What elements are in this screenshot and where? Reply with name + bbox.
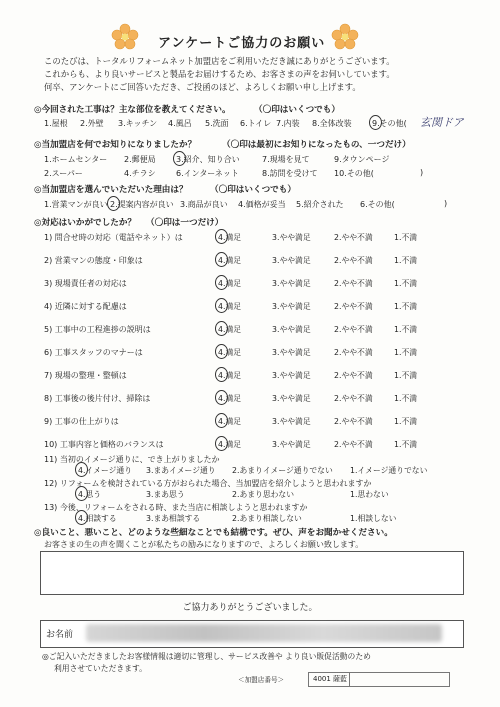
rating-option[interactable]: 2.やや不満 <box>334 417 373 426</box>
rating-option[interactable]: 2.やや不満 <box>334 325 373 334</box>
answer-circle <box>107 196 120 211</box>
rating-option[interactable]: 2.やや不満 <box>334 279 373 288</box>
q2-option[interactable]: 8.訪問を受けて <box>262 169 318 178</box>
q12-option[interactable]: 2.あまり思わない <box>232 490 295 499</box>
q2-option[interactable]: 2.スーパー <box>44 169 83 178</box>
answer-circle <box>215 275 228 290</box>
flower-left-icon <box>110 22 140 52</box>
footer-line-2: 利用させていただきます。 <box>54 664 147 673</box>
q1-handwritten-answer: 玄関ドア <box>420 116 464 129</box>
q1-option[interactable]: 7.内装 <box>276 119 300 128</box>
q1-label: ◎今回された工事は？主な部位を教えてください。 <box>34 105 231 115</box>
rating-option[interactable]: 3.やや満足 <box>272 371 311 380</box>
q3-option[interactable]: 5.紹介された <box>296 200 344 209</box>
rating-option[interactable]: 3.やや満足 <box>272 440 311 449</box>
rating-option[interactable]: 4.満足 <box>218 394 242 403</box>
answer-circle <box>215 413 228 428</box>
q12-option[interactable]: 1.思わない <box>350 490 389 499</box>
rating-option[interactable]: 2.やや不満 <box>334 371 373 380</box>
q2-label: ◎当加盟店を何でお知りになりましたか？ <box>34 140 197 150</box>
rating-row-label: 8) 工事後の後片付け、掃除は <box>44 394 151 403</box>
q11-label: 11) 当初のイメージ通りに、でき上がりましたか <box>44 455 220 464</box>
q11-option[interactable]: 2.あまりイメージ通りでない <box>232 466 333 475</box>
answer-circle <box>173 151 186 166</box>
rating-option[interactable]: 1.不満 <box>394 417 418 426</box>
rating-option[interactable]: 1.不満 <box>394 279 418 288</box>
answer-circle <box>215 298 228 313</box>
rating-option[interactable]: 1.不満 <box>394 325 418 334</box>
rating-row-label: 7) 現場の整理・整頓は <box>44 371 127 380</box>
name-label: お名前 <box>46 630 74 640</box>
rating-option[interactable]: 3.やや満足 <box>272 302 311 311</box>
q1-option[interactable]: 5.洗面 <box>205 119 229 128</box>
rating-row-label: 10) 工事内容と価格のバランスは <box>44 440 164 449</box>
answer-circle <box>215 436 228 451</box>
q11-option[interactable]: 4.イメージ通り <box>78 466 132 475</box>
answer-circle <box>215 252 228 267</box>
thanks-text: ご協力ありがとうございました。 <box>182 603 318 613</box>
q1-option[interactable]: 2.外壁 <box>80 119 104 128</box>
q3-option[interactable]: 1.営業マンが良い <box>44 200 108 209</box>
rating-row-label: 1) 問合せ時の対応（電話やネット）は <box>44 233 183 242</box>
shop-number-label: ＜加盟店番号＞ <box>238 676 285 684</box>
answer-circle <box>215 390 228 405</box>
q1-option[interactable]: 1.屋根 <box>44 119 68 128</box>
rating-option[interactable]: 4.満足 <box>218 279 242 288</box>
q12-option[interactable]: 4.思う <box>78 490 102 499</box>
q4-label: ◎対応はいかがでしたか？ <box>34 218 137 228</box>
rating-option[interactable]: 3.やや満足 <box>272 348 311 357</box>
answer-circle <box>75 462 88 477</box>
intro-line-1: このたびは、トータルリフォームネット加盟店をご利用いただき誠にありがとうございます。 <box>44 56 395 66</box>
rating-option[interactable]: 4.満足 <box>218 233 242 242</box>
q3-label: ◎当加盟店を選んでいただいた理由は？ <box>34 185 188 195</box>
q2-option-close: ) <box>420 168 424 177</box>
q2-option[interactable]: 7.現場を見て <box>262 155 310 164</box>
rating-option[interactable]: 3.やや満足 <box>272 256 311 265</box>
q2-option[interactable]: 9.タウンページ <box>334 155 390 164</box>
q1-option[interactable]: 6.トイレ <box>240 119 272 128</box>
q13-option[interactable]: 4.相談する <box>78 514 117 523</box>
answer-circle <box>215 229 228 244</box>
q13-option[interactable]: 1.相談しない <box>350 514 397 523</box>
rating-row-label: 2) 営業マンの態度・印象は <box>44 256 143 265</box>
rating-row-label: 9) 工事の仕上がりは <box>44 417 119 426</box>
answer-circle <box>75 486 88 501</box>
q3-option[interactable]: 6.その他( <box>360 200 395 209</box>
rating-option[interactable]: 1.不満 <box>394 302 418 311</box>
q3-option[interactable]: 3.商品が良い <box>180 200 228 209</box>
q2-option[interactable]: 3.紹介、知り合い <box>176 155 240 164</box>
q3-option[interactable]: 4.価格が妥当 <box>238 200 286 209</box>
q2-note: （〇印は最初にお知りになったもの、一つだけ） <box>222 140 411 150</box>
q2-option[interactable]: 1.ホームセンター <box>44 155 108 164</box>
shop-number-value: 4001 薩藍 <box>313 675 348 683</box>
rating-option[interactable]: 2.やや不満 <box>334 348 373 357</box>
rating-option[interactable]: 2.やや不満 <box>334 440 373 449</box>
rating-option[interactable]: 4.満足 <box>218 371 242 380</box>
rating-option[interactable]: 4.満足 <box>218 417 242 426</box>
page-title: アンケートご協力のお願い <box>158 36 326 51</box>
rating-option[interactable]: 1.不満 <box>394 440 418 449</box>
q1-option[interactable]: 9.その他( <box>372 119 407 128</box>
q1-option[interactable]: 4.風呂 <box>168 119 192 128</box>
intro-line-2: これからも、より良いサービスと製品をお届けするため、お客さまの声をお伺いしています。 <box>44 69 395 79</box>
rating-option[interactable]: 2.やや不満 <box>334 256 373 265</box>
q13-option[interactable]: 3.まあ相談する <box>146 514 201 523</box>
q13-label: 13) 今後、リフォームをされる時、また当店に相談しようと思われますか <box>44 503 308 512</box>
q2-option[interactable]: 4.チラシ <box>124 169 156 178</box>
q2-option[interactable]: 10.その他( <box>334 169 374 178</box>
rating-option[interactable]: 1.不満 <box>394 256 418 265</box>
q1-option[interactable]: 8.全体改装 <box>312 119 352 128</box>
rating-row-label: 3) 現場責任者の対応は <box>44 279 127 288</box>
answer-circle <box>75 510 88 525</box>
rating-option[interactable]: 3.やや満足 <box>272 279 311 288</box>
q12-label: 12) リフォームを検討されている方がおられた場合、当加盟店を紹介しようと思われますか <box>44 479 372 488</box>
q5-label: ◎良いこと、悪いこと、どのような些細なことでも結構です。ぜひ、声をお聞かせください。 <box>34 528 393 538</box>
q5-label-2: お客さまの生の声を聞くことが私たちの励みになりますので、よろしくお願い致します。 <box>44 540 364 549</box>
rating-option[interactable]: 4.満足 <box>218 440 242 449</box>
rating-option[interactable]: 4.満足 <box>218 256 242 265</box>
q11-option[interactable]: 1.イメージ通りでない <box>350 466 428 475</box>
comment-box[interactable] <box>40 551 464 595</box>
q13-option[interactable]: 2.あまり相談しない <box>232 514 302 523</box>
q1-option[interactable]: 3.キッチン <box>118 119 158 128</box>
rating-option[interactable]: 3.やや満足 <box>272 417 311 426</box>
shop-number-box <box>308 672 450 687</box>
redacted-name <box>86 624 442 642</box>
q3-option[interactable]: 2.提案内容が良い <box>110 200 174 209</box>
q11-option[interactable]: 3.まあイメージ通り <box>146 466 216 475</box>
rating-option[interactable]: 3.やや満足 <box>272 394 311 403</box>
q12-option[interactable]: 3.まあ思う <box>146 490 185 499</box>
rating-option[interactable]: 3.やや満足 <box>272 233 311 242</box>
rating-option[interactable]: 1.不満 <box>394 348 418 357</box>
footer-line-1: ◎ご記入いただきましたお客様情報は適切に管理し、サービス改善や より良い販促活動のため <box>42 652 371 661</box>
q3-option-close: ) <box>444 199 448 208</box>
answer-circle <box>369 115 382 130</box>
rating-option[interactable]: 2.やや不満 <box>334 233 373 242</box>
rating-option[interactable]: 1.不満 <box>394 233 418 242</box>
answer-circle <box>215 367 228 382</box>
rating-option[interactable]: 4.満足 <box>218 325 242 334</box>
q1-note: （〇印はいくつでも） <box>254 105 340 115</box>
rating-option[interactable]: 1.不満 <box>394 394 418 403</box>
rating-row-label: 5) 工事中の工程進捗の説明は <box>44 325 151 334</box>
answer-circle <box>215 344 228 359</box>
rating-option[interactable]: 4.満足 <box>218 302 242 311</box>
flower-right-icon <box>330 22 360 52</box>
rating-option[interactable]: 2.やや不満 <box>334 394 373 403</box>
q3-note: （〇印はいくつでも） <box>210 185 296 195</box>
intro-line-3: 何卒、アンケートにご回答いただき、ご投函のほど、よろしくお願い申し上げます。 <box>44 82 361 92</box>
answer-circle <box>215 321 228 336</box>
rating-option[interactable]: 3.やや満足 <box>272 325 311 334</box>
rating-option[interactable]: 4.満足 <box>218 348 242 357</box>
rating-row-label: 4) 近隣に対する配慮は <box>44 302 127 311</box>
q4-note: （〇印は一つだけ） <box>146 218 224 228</box>
q2-option[interactable]: 6.インターネット <box>176 169 239 178</box>
rating-option[interactable]: 1.不満 <box>394 371 418 380</box>
rating-option[interactable]: 2.やや不満 <box>334 302 373 311</box>
q2-option[interactable]: 2.郵便局 <box>124 155 156 164</box>
rating-row-label: 6) 工事スタッフのマナーは <box>44 348 143 357</box>
